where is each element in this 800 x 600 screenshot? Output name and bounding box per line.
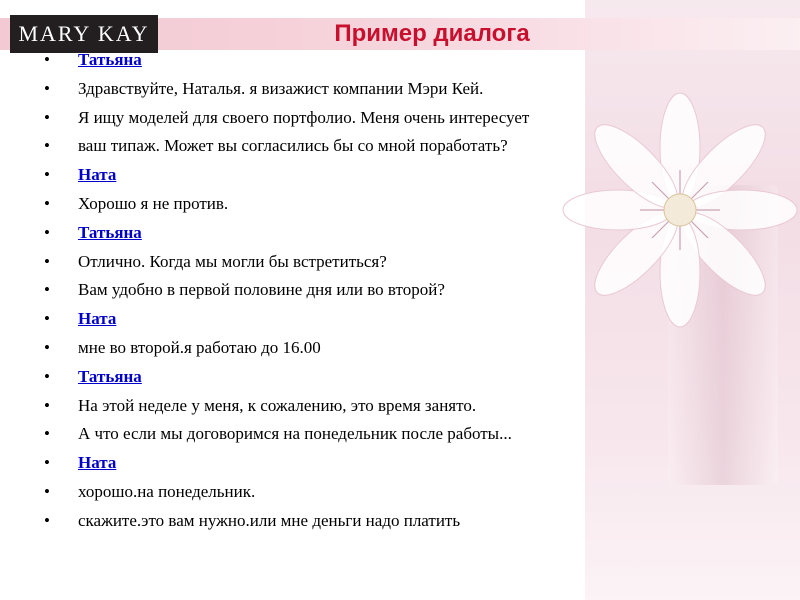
dialogue-line-text: Вам удобно в первой половине дня или во второй? — [78, 280, 445, 300]
dialogue-speaker-item — [44, 305, 604, 334]
dialogue-line-item — [44, 75, 604, 104]
speaker-name-link[interactable]: Татьяна — [78, 366, 142, 386]
dialogue-line-text: Я ищу моделей для своего портфолио. Меня очень интересует — [78, 107, 530, 127]
dialogue-line-item — [44, 334, 604, 363]
dialogue-line-item — [44, 132, 604, 161]
dialogue-line-item — [44, 190, 604, 219]
mary-kay-logo: MARY KAY — [10, 15, 158, 53]
dialogue-speaker-item — [44, 161, 604, 190]
dialogue-speaker-item — [44, 46, 604, 75]
dialogue-line-text: ваш типаж. Может вы согласились бы со мной поработать? — [78, 136, 508, 156]
dialogue-line-item — [44, 104, 604, 133]
dialogue-line-text: Отлично. Когда мы могли бы встретиться? — [78, 251, 387, 271]
dialogue-speaker-item — [44, 363, 604, 392]
dialogue-line-item — [44, 420, 604, 449]
dialogue-line-text: А что если мы договоримся на понедельник после работы... — [78, 424, 512, 444]
dialogue-speaker-item — [44, 219, 604, 248]
dialogue-line-text: Здравствуйте, Наталья. я визажист компании Мэри Кей. — [78, 78, 484, 98]
speaker-name-link[interactable]: Татьяна — [78, 222, 142, 242]
dialogue-line-item — [44, 248, 604, 277]
dialogue-line-item — [44, 392, 604, 421]
dialogue-line-text: мне во второй.я работаю до 16.00 — [78, 337, 321, 357]
dialogue-line-item — [44, 507, 604, 536]
dialogue-line-item — [44, 478, 604, 507]
dialogue-line-text: скажите.это вам нужно.или мне деньги надо платить — [78, 510, 461, 530]
dialogue-line-text: хорошо.на понедельник. — [78, 481, 256, 501]
speaker-name-link[interactable]: Ната — [78, 309, 117, 329]
dialogue-list — [44, 46, 604, 536]
dialogue-speaker-item — [44, 449, 604, 478]
dialogue-line-text: На этой неделе у меня, к сожалению, это время занято. — [78, 395, 477, 415]
dialogue-line-text: Хорошо я не против. — [78, 193, 229, 213]
speaker-name-link[interactable]: Татьяна — [78, 50, 142, 69]
dialogue-line-item — [44, 276, 604, 305]
speaker-name-link[interactable]: Ната — [78, 453, 117, 473]
speaker-name-link[interactable]: Ната — [78, 165, 117, 185]
page-title: Пример диалога — [334, 20, 530, 47]
